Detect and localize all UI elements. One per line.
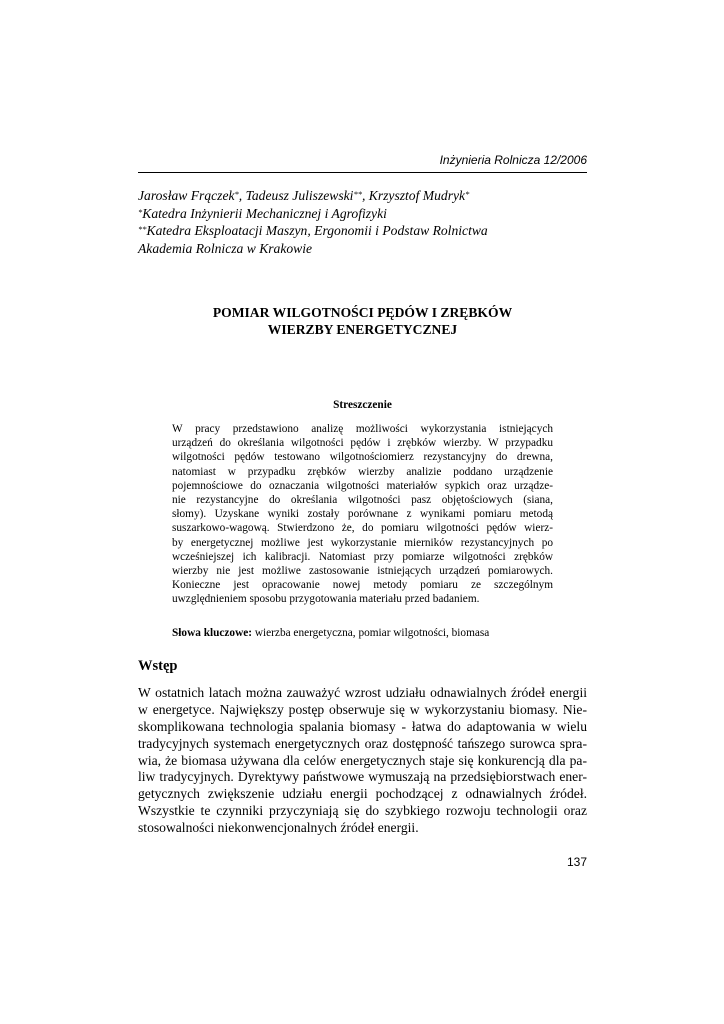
keywords-text: wierzba energetyczna, pomiar wilgotności, biomasa (252, 627, 490, 639)
abstract-line: urządzeń do określania wilgotności pędów i zrębków wierzby. W przypadku (172, 437, 553, 450)
journal-header: Inżynieria Rolnicza 12/2006 (439, 153, 587, 167)
header-rule (138, 172, 587, 173)
body-line: skomplikowana technologia spalania biomasy - łatwa do adaptowania w wielu (138, 718, 587, 734)
body-line: W ostatnich latach można zauważyć wzrost udziału odnawialnych źródeł energii (138, 685, 587, 700)
abstract-line: wierzby nie jest możliwe zastosowanie istniejących urządzeń pomiarowych. (172, 564, 553, 577)
abstract-line: suszarkowo-wagową. Stwierdzono że, do pomiaru wilgotności pędów wierz- (172, 522, 553, 535)
author-separator: , (238, 188, 246, 203)
affiliation-text: Akademia Rolnicza w Krakowie (138, 240, 313, 256)
body-line: getycznych zwiększenie udziału energii pochodzącej z odnawialnych źródeł. (138, 786, 587, 802)
abstract-line: wilgotności pędów testowano wilgotnościomierz rezystancyjny do drewna, (172, 451, 553, 464)
title-line: POMIAR WILGOTNOŚCI PĘDÓW I ZRĘBKÓW (212, 305, 513, 320)
abstract-line: by energetycznej możliwe jest wykorzystanie mierników rezystancyjnych po (172, 536, 553, 549)
keywords (172, 626, 553, 640)
author-mark: ** (353, 189, 362, 199)
author-line (138, 187, 587, 205)
body-line: tradycyjnych systemach energetycznych oraz dostępność tańszego surowca spra- (138, 735, 587, 751)
abstract-line: W pracy przedstawiono analizę możliwości wykorzystania istniejących (172, 423, 553, 435)
keywords-label: Słowa kluczowe: (172, 627, 253, 639)
author-mark: * (234, 189, 239, 199)
author-name: Jarosław Frączek (138, 188, 235, 203)
body-line: w energetyce. Największy postęp obserwuje się w wykorzystaniu biomasy. Nie- (138, 701, 587, 717)
author-name: Krzysztof Mudryk (368, 188, 466, 203)
affiliation-line (138, 205, 587, 223)
affiliation-text: Katedra Inżynierii Mechanicznej i Agrofizyki (142, 205, 387, 221)
body-line: stosowalności niekonwencjonalnych źródeł energii. (138, 820, 419, 836)
body-paragraph (138, 685, 587, 837)
author-separator: , (361, 188, 369, 203)
abstract-line: Konieczne jest opracowanie nowej metody pomiaru ze szczególnym (172, 579, 553, 592)
body-line: liw tradycyjnych. Dyrektywy państwowe wymuszają na przedsiębiorstwach ener- (138, 769, 587, 785)
abstract-line: pojemnościowe do oznaczania wilgotności materiałów sypkich oraz urządze- (172, 479, 553, 492)
abstract-line: nie rezystancyjne do określania wilgotności pasz objętościowych (siana, (172, 493, 553, 506)
title-line: WIERZBY ENERGETYCZNEJ (267, 322, 458, 337)
paper-title (138, 304, 587, 338)
affiliation-mark: ** (138, 224, 147, 234)
authors-block (138, 187, 587, 257)
abstract-line: natomiast w przypadku zrębków wierzby analizie poddano urządzenie (172, 465, 553, 478)
affiliation-mark: * (138, 206, 143, 217)
body-line: Wszystkie te czynniki przyczyniają się do szybkiego rozwoju technologii oraz (138, 803, 587, 819)
abstract-line: słomy). Uzyskane wyniki zostały porównane z wynikami pomiaru metodą (172, 508, 553, 521)
abstract-line: wcześniejszej ich kalibracji. Natomiast przy pomiarze wilgotności zrębków (172, 550, 553, 563)
affiliation-line (138, 240, 587, 258)
section-heading: Wstęp (138, 658, 178, 674)
page-number: 137 (566, 855, 587, 869)
affiliation-text: Katedra Eksploatacji Maszyn, Ergonomii i Podstaw Rolnictwa (146, 223, 488, 238)
abstract-text (172, 422, 553, 606)
author-mark: * (465, 189, 470, 199)
abstract-line: uwzględnieniem sposobu przygotowania materiału przed badaniem. (172, 593, 480, 606)
abstract-heading: Streszczenie (333, 399, 392, 411)
body-line: wia, że biomasa używana dla celów energetycznych staje się konkurencją dla pa- (138, 752, 587, 768)
author-name: Tadeusz Juliszewski (245, 188, 354, 203)
affiliation-line (138, 222, 587, 240)
